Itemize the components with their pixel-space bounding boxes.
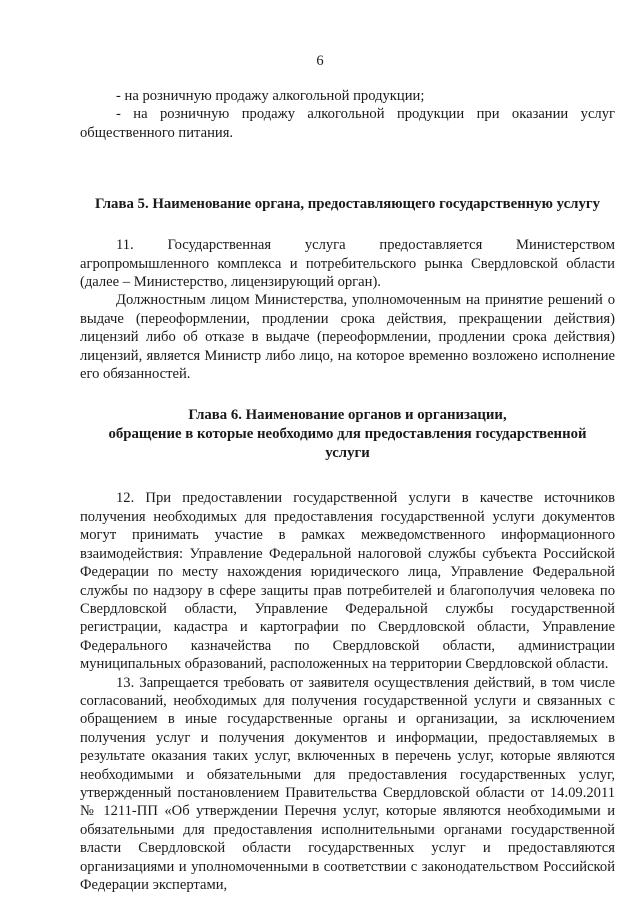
- chapter6-heading-line2: обращение в которые необходимо для предоставления государственной: [108, 426, 587, 443]
- list-item: - на розничную продажу алкогольной продукции;: [116, 88, 425, 104]
- chapter6-heading-line3: услуги: [325, 445, 370, 462]
- chapter6-heading-line1: Глава 6. Наименование органов и организации,: [188, 407, 507, 424]
- paragraph-13: 13. Запрещается требовать от заявителя осуществления действий, в том числе согласований, необходимых для получения государственной услуги и связанных с обращением в иные государственные органы и организации, за исключением получения услуг и получения документов и информации, предоставляемых в результате оказания таких услуг, включенных в перечень услуг, которые являются необходимыми и обязательными для предоставления государственных услуг, утвержденный постановлением Правительства Свердловской области от 14.09.2011 № 1211-ПП «Об утверждении Перечня услуг, которые являются необходимыми и обязательными для предоставления исполнительными органами государственной власти Свердловской области государственных услуг и предоставляются организациями и уполномоченными в соответствии с законодательством Российской Федерации экспертами,: [80, 674, 615, 893]
- paragraph-11: 11. Государственная услуга предоставляется Министерством агропромышленного комплекса и потребительского рынка Свердловской области (далее – Министерство, лицензирующий орган).: [80, 237, 615, 291]
- chapter6-heading: [80, 406, 615, 463]
- chapter5-heading: Глава 5. Наименование органа, предоставляющего государственную услугу: [95, 196, 600, 213]
- document-body: [80, 87, 615, 894]
- list-item: - на розничную продажу алкогольной продукции при оказании услуг общественного питания.: [80, 106, 615, 141]
- paragraph-12: 12. При предоставлении государственной услуги в качестве источников получения необходимых для предоставления государственной услуги документов могут принимать участие в рамках межведомственного информационного взаимодействия: Управление Федеральной налоговой службы субъекта Российской Федерации по месту нахождения юридического лица, Управление Федеральной службы по надзору в сфере защиты прав потребителей и благополучия человека по Свердловской области, Управление Федеральной службы государственной регистрации, кадастра и картографии по Свердловской области, Управление Федерального казначейства по Свердловской области, администрации муниципальных образований, расположенных на территории Свердловской области.: [80, 490, 615, 673]
- paragraph-official: Должностным лицом Министерства, уполномоченным на принятие решений о выдаче (переоформлении, продлении срока действия, прекращении действия) лицензий либо об отказе в выдаче (переоформлении, продлении срока действия) лицензий, является Министр либо лицо, на которое временно возложено исполнение его обязанностей.: [80, 292, 615, 383]
- page-number: 6: [316, 53, 324, 69]
